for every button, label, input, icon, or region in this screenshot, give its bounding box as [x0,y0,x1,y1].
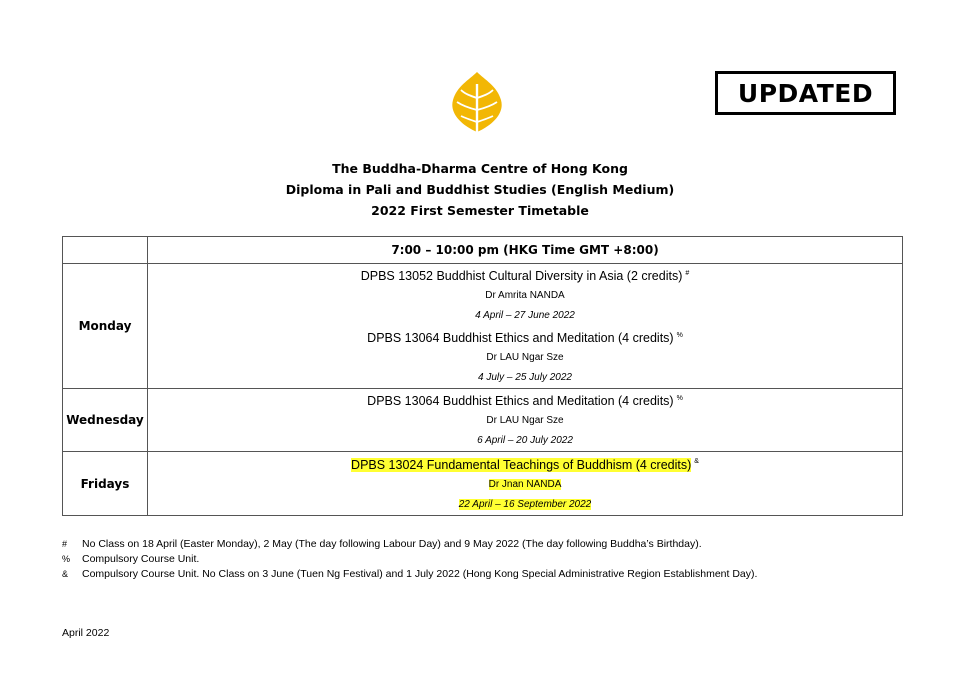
table-row-fridays [63,452,903,515]
footnote-symbol: # [62,539,68,549]
table-row-monday [63,264,903,389]
footnote [62,552,757,567]
footnote-mark: & [694,458,699,466]
title-timetable: 2022 First Semester Timetable [371,203,589,218]
timetable [62,236,903,516]
course-dates: 22 April – 16 September 2022 [458,498,592,510]
header-day-cell [63,237,148,264]
footnote-symbol: & [62,569,69,579]
monday-courses [148,264,903,389]
footnote-mark: # [685,270,690,277]
course-title: DPBS 13064 Buddhist Ethics and Meditation (4 credits) % [367,394,683,409]
document-titles [0,158,960,221]
day-wednesday: Wednesday [63,389,148,452]
footnote-mark: % [676,395,683,403]
course-dates: 6 April – 20 July 2022 [477,435,573,447]
bodhi-leaf-logo-icon [449,70,505,136]
footnote-text: No Class on 18 April (Easter Monday), 2 May (The day following Labour Day) and 9 May 2022 (The day following Buddha’s Birthday). [82,538,702,550]
fridays-courses [148,452,903,515]
course-title: DPBS 13024 Fundamental Teachings of Buddhism (4 credits) & [351,457,699,472]
footnote-symbol: % [62,554,71,564]
lecturer: Dr LAU Ngar Sze [486,352,564,364]
footnote-mark: % [676,332,683,340]
footnotes [62,537,757,582]
day-fridays: Fridays [63,452,148,515]
lecturer: Dr LAU Ngar Sze [486,415,564,427]
updated-badge: UPDATED [715,71,896,115]
title-centre-name: The Buddha-Dharma Centre of Hong Kong [332,161,628,176]
footer-date: April 2022 [62,627,110,639]
course-dates: 4 April – 27 June 2022 [475,310,575,322]
table-header-row [63,237,903,264]
wednesday-courses [148,389,903,452]
title-programme: Diploma in Pali and Buddhist Studies (English Medium) [285,182,675,197]
time-header: 7:00 – 10:00 pm (HKG Time GMT +8:00) [148,237,903,264]
course-title: DPBS 13064 Buddhist Ethics and Meditation (4 credits) % [367,331,683,346]
footnote-text: Compulsory Course Unit. [82,553,200,565]
footnote [62,567,757,582]
lecturer: Dr Jnan NANDA [488,478,562,490]
footnote [62,537,757,552]
lecturer: Dr Amrita NANDA [485,290,565,302]
course-title: DPBS 13052 Buddhist Cultural Diversity in Asia (2 credits) # [360,269,690,284]
footnote-text: Compulsory Course Unit. No Class on 3 June (Tuen Ng Festival) and 1 July 2022 (Hong Kong Special Administrative Region Establishment Day). [82,568,758,580]
course-dates: 4 July – 25 July 2022 [478,372,572,384]
day-monday: Monday [63,264,148,389]
table-row-wednesday [63,389,903,452]
